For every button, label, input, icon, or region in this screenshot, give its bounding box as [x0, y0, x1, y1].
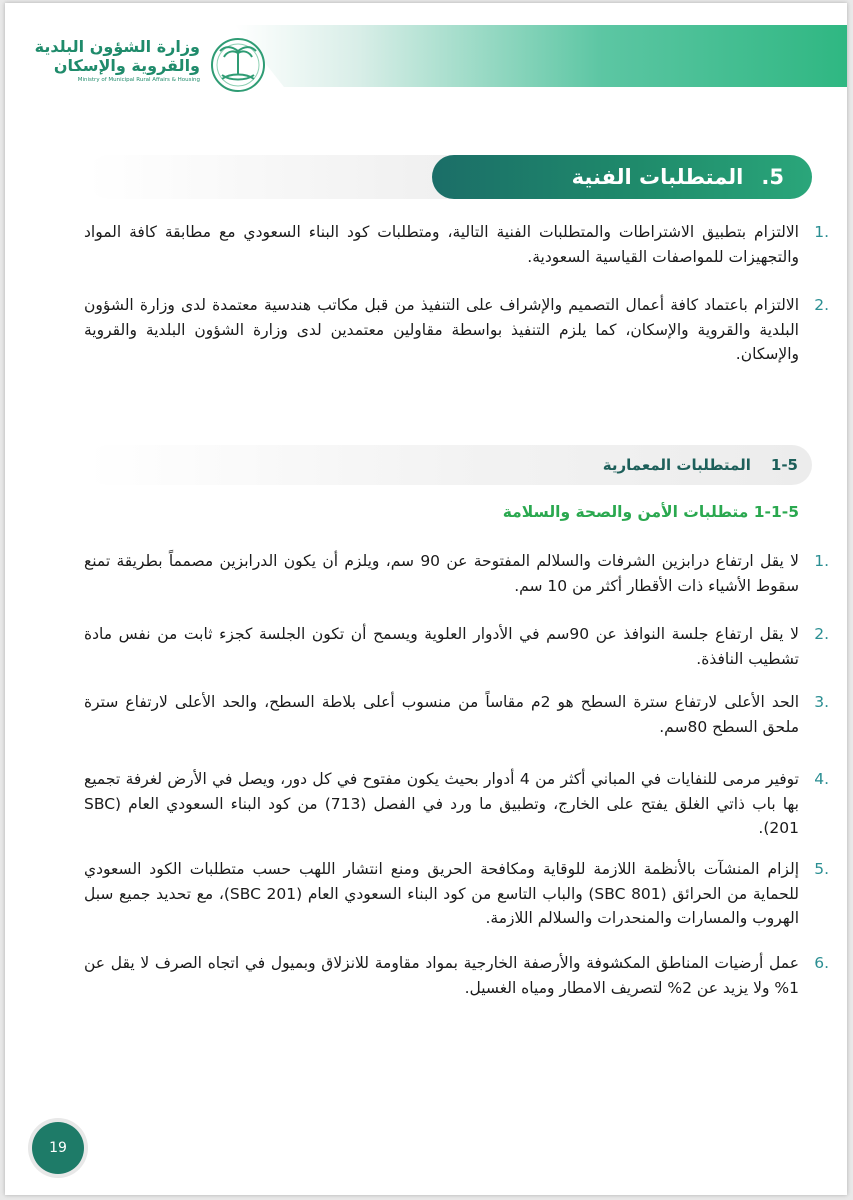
- section-heading: [432, 155, 812, 199]
- safety-item-2: [84, 622, 829, 671]
- document-page: [5, 3, 847, 1195]
- item-number: .1: [814, 223, 829, 241]
- logo-arabic-line1: وزارة الشؤون البلدية: [34, 37, 200, 56]
- item-number: .4: [814, 770, 829, 788]
- subsection-title: المتطلبات المعمارية: [602, 456, 751, 474]
- subsubsection-title: متطلبات الأمن والصحة والسلامة: [502, 503, 749, 521]
- item-text: توفير مرمى للنفايات في المباني أكثر من 4 أدوار بحيث يكون مفتوح في كل دور، ويصل في الأرض لغرفة تجميع بها باب ذاتي الغلق يفتح على الخارج، وتطبيق ما ورد في الفصل (713) من كود البناء السعودي العام (SBC 201).: [84, 770, 799, 837]
- safety-item-4: [84, 767, 829, 841]
- subsubsection-heading: [84, 503, 799, 521]
- safety-item-3: [84, 690, 829, 739]
- ministry-logo: [34, 31, 270, 95]
- general-item-1: [84, 220, 829, 269]
- section-title: المتطلبات الفنية: [571, 165, 744, 189]
- item-number: .5: [814, 860, 829, 878]
- logo-arabic-line2: والقروية والإسكان: [53, 56, 200, 75]
- page-number: 19: [49, 1140, 67, 1156]
- safety-item-6: [84, 951, 829, 1000]
- header-gradient-band: [235, 25, 847, 87]
- item-text: لا يقل ارتفاع جلسة النوافذ عن 90سم في الأدوار العلوية ويسمح أن تكون الجلسة كجزء ثابت من نفس مادة تشطيب النافذة.: [84, 625, 799, 668]
- item-number: .1: [814, 552, 829, 570]
- safety-item-1: [84, 549, 829, 598]
- item-number: .2: [814, 296, 829, 314]
- item-text: لا يقل ارتفاع درابزين الشرفات والسلالم المفتوحة عن 90 سم، ويلزم أن يكون الدرابزين مصمماً بطريقة تمنع سقوط الأشياء ذات الأقطار أكثر من 10 سم.: [84, 552, 799, 595]
- item-text: عمل أرضيات المناطق المكشوفة والأرصفة الخارجية بمواد مقاومة للانزلاق وبميول في اتجاه الصرف لا يقل عن 1% ولا يزيد عن 2% لتصريف الامطار ومياه الغسيل.: [84, 954, 799, 997]
- logo-english: Ministry of Municipal Rural Affairs & Housing: [77, 77, 200, 83]
- page-number-badge: [32, 1122, 84, 1174]
- subsubsection-number: 1-1-5: [753, 503, 799, 521]
- item-number: .2: [814, 625, 829, 643]
- item-text: الحد الأعلى لارتفاع سترة السطح هو 2م مقاساً من منسوب أعلى بلاطة السطح، والحد الأعلى لارتفاع سترة ملحق السطح 80سم.: [84, 693, 800, 736]
- palm-swords-emblem-icon: [206, 31, 270, 95]
- logo-text: [35, 37, 200, 83]
- section-number: 5.: [761, 165, 784, 189]
- item-number: .3: [814, 693, 829, 711]
- item-text: إلزام المنشآت بالأنظمة اللازمة للوقاية ومكافحة الحريق ومنع انتشار اللهب حسب متطلبات الكود السعودي للحماية من الحرائق (SBC 801) والباب التاسع من كود البناء السعودي العام (SBC 201)، مع تحديد جميع سبل الهروب والمسارات والمنحدرات والسلالم اللازمة.: [84, 860, 800, 927]
- item-text: الالتزام باعتماد كافة أعمال التصميم والإشراف على التنفيذ من قبل مكاتب هندسية معتمدة لدى وزارة الشؤون البلدية والقروية والإسكان، كما يلزم التنفيذ بواسطة مقاولين معتمدين لدى وزارة الشؤون البلدية والقروية والإسكان.: [84, 296, 799, 363]
- safety-item-5: [84, 857, 829, 931]
- item-number: .6: [814, 954, 829, 972]
- section-heading-bar: [87, 155, 812, 199]
- subsection-number: 1-5: [770, 456, 798, 474]
- item-text: الالتزام بتطبيق الاشتراطات والمتطلبات الفنية التالية، ومتطلبات كود البناء السعودي مع مطابقة كافة المواد والتجهيزات للمواصفات القياسية السعودية.: [84, 223, 799, 266]
- subsection-heading: [87, 445, 812, 485]
- general-item-2: [84, 293, 829, 367]
